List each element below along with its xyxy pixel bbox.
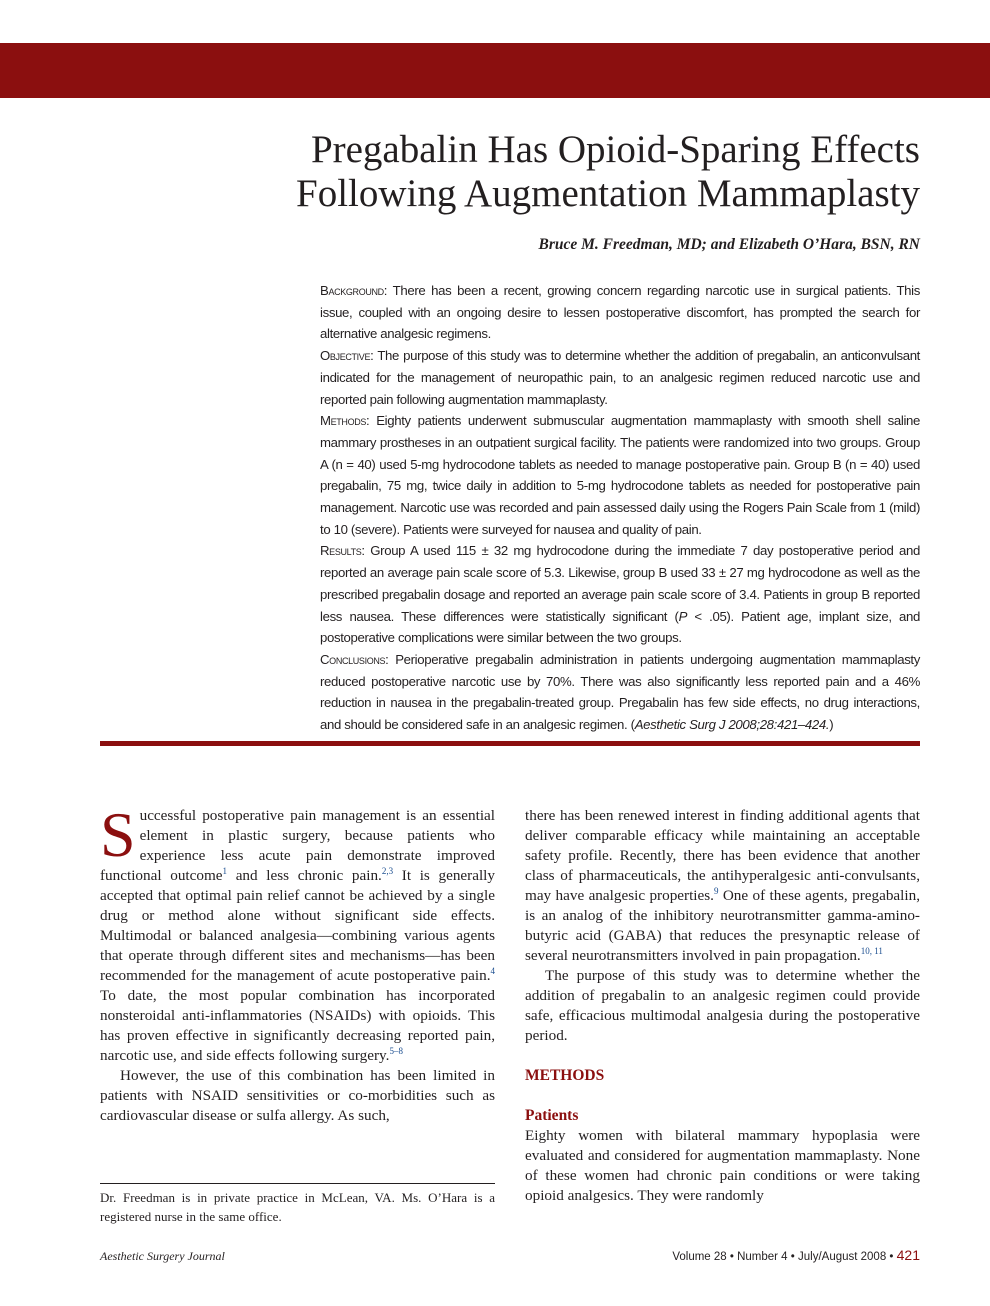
header-band [0, 43, 990, 98]
abstract-results-text-b: < .05). Patient age, implant size, and postoperative complications were similar between the two groups. [320, 608, 920, 646]
citation-ref-5[interactable]: 9 [713, 885, 719, 896]
body-paragraph-2: However, the use of this combination has been limited in patients with NSAID sensitivities or co-morbidities such as cardiovascular disease or sulfa allergy. As such, [100, 1067, 495, 1124]
abstract-background-text: There has been a recent, growing concern regarding narcotic use in surgical patients. This issue, coupled with an ongoing desire to lessen postoperative discomfort, has prompted the search for alternative analgesic regimens. [320, 283, 920, 342]
body-column-right [525, 806, 920, 1206]
abstract-background-label: Background: [320, 283, 388, 298]
title-line-2: Following Augmentation Mammaplasty [296, 172, 920, 215]
body-paragraph-4: The purpose of this study was to determine whether the addition of pregabalin to an analgesic regimen could provide safe, efficacious multimodal analgesia during the postoperative period. [525, 967, 920, 1044]
body-paragraph-3 [525, 806, 920, 966]
abstract-divider [100, 741, 920, 746]
abstract-background [320, 280, 920, 345]
footer-issue-info [672, 1247, 920, 1263]
abstract-methods-text: Eighty patients underwent submuscular augmentation mammaplasty with smooth shell saline mammary prostheses in an outpatient surgical facility. The patients were randomized into two groups. Group A (n = 40) used 5-mg hydrocodone tablets as needed to manage postoperative pain. Group B (n = 40) used pregabalin, 75 mg, twice daily in addition to 5-mg hydrocodone tablets as needed for postoperative pain management. Narcotic use was recorded and pain assessed daily using the Rogers Pain Scale from 1 (mild) to 10 (severe). Patients were surveyed for nausea and quality of pain. [320, 413, 920, 537]
body-paragraph-5: Eighty women with bilateral mammary hypoplasia were evaluated and considered for augmentation mammaplasty. None of these women had chronic pain conditions or were taking opioid analgesics. They were randomly [525, 1127, 920, 1204]
article-title [100, 128, 920, 216]
methods-heading: METHODS [525, 1067, 605, 1084]
citation-ref-4[interactable]: 5–8 [389, 1045, 403, 1056]
patients-heading: Patients [525, 1107, 579, 1124]
citation-ref-1[interactable]: 1 [222, 865, 228, 876]
body-paragraph-1 [100, 799, 495, 1066]
abstract-objective-label: Objective: [320, 348, 374, 364]
abstract-methods-label: Methods: [320, 413, 370, 429]
body-column-left [100, 799, 495, 1126]
abstract-citation-close: ) [829, 717, 834, 733]
author-list: Bruce M. Freedman, MD; and Elizabeth O’Hara, BSN, RN [538, 236, 920, 253]
abstract-conclusions-label: Conclusions: [320, 651, 389, 667]
abstract-results-label: Results: [320, 543, 365, 559]
abstract-objective-text: The purpose of this study was to determine whether the addition of pregabalin, an anticonvulsant indicated for the management of neuropathic pain, to an analgesic regimen reduced narcotic use and reported pain following augmentation mammaplasty. [320, 348, 920, 407]
body-p1-a: uccessful postoperative pain management is an essential element in plastic surgery, because patients who experience less acute pain demonstrate improved functional outcome [100, 807, 495, 884]
abstract-methods [320, 410, 920, 540]
citation-ref-2[interactable]: 2,3 [381, 865, 394, 876]
abstract-conclusions-text: Perioperative pregabalin administration in patients undergoing augmentation mammaplasty reduced postoperative narcotic use by 70%. There was also significantly less reported pain and a 46% reduction in nausea in the pregabalin-treated group. Pregabalin has few side effects, no drug interactions, and should be considered safe in an analgesic regimen. ( [320, 651, 920, 733]
drop-cap: S [100, 799, 136, 870]
citation-ref-3[interactable]: 4 [490, 965, 495, 976]
title-line-1: Pregabalin Has Opioid-Sparing Effects [310, 128, 920, 171]
abstract-objective [320, 345, 920, 410]
abstract-results [320, 540, 920, 649]
body-p1-b: and less chronic pain. [227, 867, 382, 884]
citation-ref-6[interactable]: 10, 11 [860, 945, 883, 956]
abstract-citation: Aesthetic Surg J 2008;28:421–424. [634, 717, 830, 733]
footnote-divider [100, 1183, 495, 1184]
footer-issue: Volume 28 • Number 4 • July/August 2008 • [672, 1251, 897, 1263]
page-number: 421 [896, 1247, 920, 1263]
abstract-results-p: P [678, 608, 688, 624]
body-p1-c: It is generally accepted that optimal pain relief cannot be achieved by a single drug or method alone without significant side effects. Multimodal or balanced analgesia—combining various agents that operate through different sites and mechanisms—has been recommended for the management of acute postoperative pain. [100, 867, 495, 984]
body-p3-b: One of these agents, pregabalin, is an analog of the inhibitory neurotransmitter gamma-amino-butyric acid (GABA) that reduces the presynaptic release of several neurotransmitters involved in pain propagation. [525, 887, 920, 964]
body-p3-a: there has been renewed interest in finding additional agents that deliver comparable efficacy while maintaining an acceptable safety profile. Recently, there has been evidence that another class of pharmaceuticals, the antihyperalgesic anti-convulsants, may have analgesic properties. [525, 807, 920, 904]
author-affiliation-footnote: Dr. Freedman is in private practice in McLean, VA. Ms. O’Hara is a registered nurse in the same office. [100, 1190, 495, 1224]
abstract-conclusions [320, 649, 920, 736]
abstract [320, 280, 920, 736]
footer-journal-name: Aesthetic Surgery Journal [100, 1249, 225, 1263]
body-p1-d: To date, the most popular combination has incorporated nonsteroidal anti-inflammatories (NSAIDs) with opioids. This has proven effective in significantly decreasing reported pain, narcotic use, and side effects following surgery. [100, 987, 495, 1064]
abstract-results-text-a: Group A used 115 ± 32 mg hydrocodone during the immediate 7 day postoperative period and reported an average pain scale score of 5.3. Likewise, group B used 33 ± 27 mg hydrocodone as well as the prescribed pregabalin dosage and reported an average pain scale score of 3.4. Patients in group B reported less nausea. These differences were statistically significant ( [320, 543, 920, 624]
